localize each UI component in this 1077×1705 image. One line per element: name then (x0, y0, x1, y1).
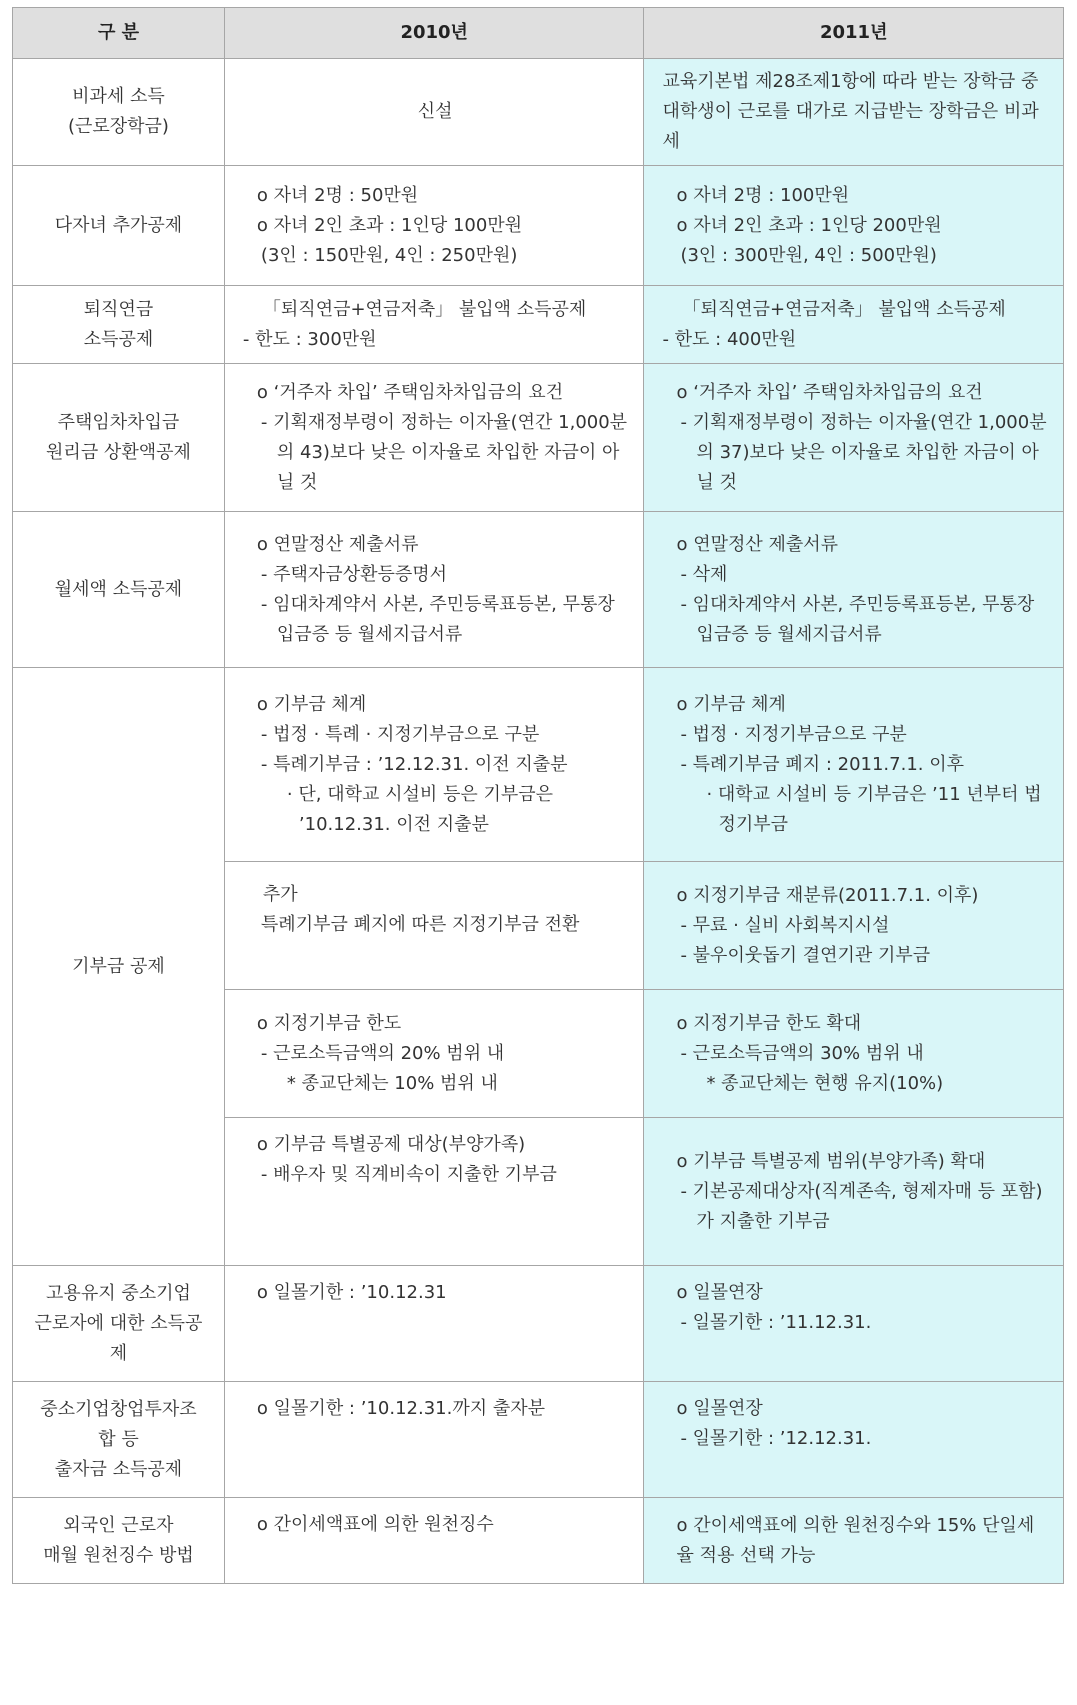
header-2011: 2011년 (644, 8, 1064, 59)
sub-item: - 임대차계약서 사본, 주민등록표등본, 무통장 입금증 등 월세지급서류 (260, 593, 615, 645)
cell-2010 (224, 286, 644, 364)
category-line: 주택임차차입금 (57, 411, 180, 433)
cell-2010 (224, 1382, 644, 1498)
table-row (13, 668, 1064, 862)
table-row (13, 364, 1064, 512)
sub-item: (3인 : 150만원, 4인 : 250만원) (260, 244, 518, 266)
header-2010: 2010년 (224, 8, 644, 59)
cell-2010 (224, 1118, 644, 1266)
cell-2010 (224, 1498, 644, 1584)
sub-item: - 근로소득금액의 20% 범위 내 (260, 1042, 505, 1064)
category-line: (근로장학금) (67, 116, 169, 137)
bullet-item: o 자녀 2명 : 50만원 (256, 184, 419, 206)
bullet-item: o 기부금 특별공제 범위(부양가족) 확대 (676, 1150, 986, 1172)
table-row (13, 1266, 1064, 1382)
bullet-item: o 지정기부금 한도 확대 (676, 1012, 862, 1034)
sub-item: - 특례기부금 : ’12.12.31. 이전 지출분 (260, 753, 568, 775)
note-item: · 대학교 시설비 등 기부금은 ’11 년부터 법정기부금 (706, 783, 1042, 835)
bullet-item: o 기부금 특별공제 대상(부양가족) (256, 1134, 526, 1155)
cell-2010 (224, 59, 644, 166)
bullet-item: o 일몰연장 (676, 1398, 763, 1419)
cell-2011 (644, 166, 1064, 286)
row-category (13, 1498, 225, 1584)
sub-item: - 근로소득금액의 30% 범위 내 (680, 1042, 924, 1064)
cell-2010 (224, 990, 644, 1118)
bullet-item: o ‘거주자 차입’ 주택임차차입금의 요건 (676, 381, 983, 403)
row-category: 다자녀 추가공제 (13, 166, 225, 286)
sub-item: - 무료 · 실비 사회복지시설 (680, 914, 890, 936)
bullet-item: o 일몰기한 : ’10.12.31.까지 출자분 (256, 1398, 545, 1419)
sub-item: - 삭제 (680, 563, 728, 585)
note-item: · 단, 대학교 시설비 등은 기부금은 ’10.12.31. 이전 지출분 (286, 783, 554, 835)
table-row (13, 1498, 1064, 1584)
note-item: * 종교단체는 현행 유지(10%) (706, 1072, 944, 1094)
sub-item: - 임대차계약서 사본, 주민등록표등본, 무통장 입금증 등 월세지급서류 (680, 593, 1035, 645)
row-category (13, 59, 225, 166)
row-category (13, 364, 225, 512)
cell-2010 (224, 166, 644, 286)
cell-2011 (644, 1118, 1064, 1266)
cell-2010 (224, 512, 644, 668)
sub-item: - 배우자 및 직계비속이 지출한 기부금 (260, 1164, 557, 1185)
category-line: 비과세 소득 (72, 86, 165, 107)
cell-2011 (644, 1498, 1064, 1584)
sub-item: - 기획재정부령이 정하는 이자율(연간 1,000분의 43)보다 낮은 이자율로 차입한 자금이 아닐 것 (260, 411, 628, 493)
row-category (13, 1382, 225, 1498)
table-row (13, 512, 1064, 668)
category-line: 고용유지 중소기업 (46, 1282, 191, 1304)
sub-item: - 법정 · 특례 · 지정기부금으로 구분 (260, 723, 540, 745)
cell-text: - 한도 : 400만원 (662, 328, 797, 350)
category-line: 원리금 상환액공제 (46, 441, 191, 463)
sub-item: - 주택자금상환등증명서 (260, 563, 448, 585)
sub-item: - 일몰기한 : ’11.12.31. (680, 1312, 872, 1333)
bullet-item: o 지정기부금 한도 (256, 1012, 402, 1034)
bullet-item: o 기부금 체계 (256, 693, 367, 715)
category-line: 제 (109, 1342, 128, 1364)
sub-item: - 일몰기한 : ’12.12.31. (680, 1428, 872, 1449)
bullet-item: o 연말정산 제출서류 (676, 533, 839, 555)
bullet-item: o 기부금 체계 (676, 693, 786, 715)
table-row (13, 166, 1064, 286)
sub-item: - 기본공제대상자(직계존속, 형제자매 등 포함)가 지출한 기부금 (680, 1180, 1043, 1232)
table-header-row (13, 8, 1064, 59)
comparison-table (12, 7, 1064, 1584)
category-line: 합 등 (98, 1428, 139, 1450)
row-category (13, 1266, 225, 1382)
table-row (13, 59, 1064, 166)
cell-2011 (644, 668, 1064, 862)
bullet-item: o ‘거주자 차입’ 주택임차차입금의 요건 (256, 381, 564, 403)
row-category: 기부금 공제 (13, 668, 225, 1266)
sub-item: - 특례기부금 폐지 : 2011.7.1. 이후 (680, 753, 964, 775)
table-row (13, 1382, 1064, 1498)
cell-2011 (644, 990, 1064, 1118)
cell-text: 신설 (417, 101, 453, 122)
cell-text: 추가 (262, 884, 298, 905)
header-category: 구 분 (13, 8, 225, 59)
bullet-item: o 간이세액표에 의한 원천징수 (256, 1514, 494, 1535)
sub-item: (3인 : 300만원, 4인 : 500만원) (680, 244, 937, 266)
sub-item: - 불우이웃돕기 결연기관 기부금 (680, 944, 931, 966)
cell-text: 교육기본법 제28조제1항에 따라 받는 장학금 중 대학생이 근로를 대가로 지급받는 장학금은 비과세 (662, 71, 1039, 152)
category-line: 외국인 근로자 (63, 1514, 174, 1536)
cell-2010 (224, 1266, 644, 1382)
category-line: 소득공제 (83, 328, 154, 350)
cell-2011 (644, 364, 1064, 512)
cell-text: - 한도 : 300만원 (242, 328, 377, 350)
cell-text: 「퇴직연금+연금저축」 불입액 소득공제 (682, 298, 1006, 320)
sub-item: - 기획재정부령이 정하는 이자율(연간 1,000분의 37)보다 낮은 이자율로 차입한 자금이 아닐 것 (680, 411, 1047, 493)
bullet-item: o 일몰기한 : ’10.12.31 (256, 1282, 447, 1303)
category-line: 퇴직연금 (83, 298, 154, 320)
note-item: * 종교단체는 10% 범위 내 (286, 1072, 498, 1094)
bullet-item: o 일몰연장 (676, 1282, 763, 1303)
bullet-item: o 자녀 2인 초과 : 1인당 200만원 (676, 214, 942, 236)
bullet-item: o 자녀 2명 : 100만원 (676, 184, 850, 206)
sub-item: - 법정 · 지정기부금으로 구분 (680, 723, 907, 745)
row-category: 월세액 소득공제 (13, 512, 225, 668)
cell-2010 (224, 364, 644, 512)
cell-2011 (644, 862, 1064, 990)
cell-2011 (644, 512, 1064, 668)
category-line: 출자금 소득공제 (54, 1458, 183, 1480)
category-line: 매월 원천징수 방법 (43, 1544, 194, 1566)
bullet-item: o 간이세액표에 의한 원천징수와 15% 단일세율 적용 선택 가능 (676, 1514, 1035, 1566)
table-row (13, 286, 1064, 364)
category-line: 중소기업창업투자조 (40, 1398, 197, 1420)
category-line: 근로자에 대한 소득공 (34, 1312, 203, 1334)
bullet-item: o 지정기부금 재분류(2011.7.1. 이후) (676, 884, 979, 906)
cell-2011 (644, 1382, 1064, 1498)
cell-2010 (224, 862, 644, 990)
cell-text: 「퇴직연금+연금저축」 불입액 소득공제 (262, 298, 587, 320)
row-category (13, 286, 225, 364)
bullet-item: o 자녀 2인 초과 : 1인당 100만원 (256, 214, 523, 236)
cell-2011 (644, 59, 1064, 166)
cell-2011 (644, 286, 1064, 364)
sub-item: 특례기부금 폐지에 따른 지정기부금 전환 (260, 914, 580, 935)
cell-2011 (644, 1266, 1064, 1382)
bullet-item: o 연말정산 제출서류 (256, 533, 419, 555)
cell-2010 (224, 668, 644, 862)
